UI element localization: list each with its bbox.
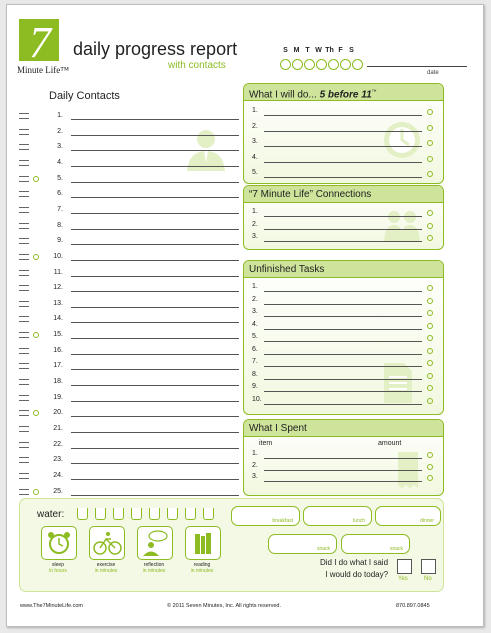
contact-entry-line[interactable] [71, 119, 239, 120]
row-number: 1. [252, 208, 258, 215]
check-dash [19, 207, 29, 208]
contact-entry-line[interactable] [71, 166, 239, 167]
contact-entry-line[interactable] [71, 276, 239, 277]
contact-row[interactable] [19, 313, 233, 325]
milestone-dot [33, 489, 39, 495]
lunch-field[interactable]: lunch [303, 506, 372, 526]
day-circle[interactable] [328, 59, 339, 70]
entry-line[interactable] [264, 291, 422, 292]
check-dash [19, 270, 29, 271]
day-circle[interactable] [280, 59, 291, 70]
books-icon [186, 527, 220, 559]
done-circle[interactable] [427, 235, 433, 241]
unfinished-tasks-title: Unfinished Tasks [244, 261, 443, 278]
check-dash [19, 462, 29, 463]
footer-copyright: © 2011 Seven Minutes, Inc. All rights reserved. [167, 603, 282, 609]
check-dash [19, 415, 29, 416]
done-circle[interactable] [427, 285, 433, 291]
task-row[interactable] [252, 332, 437, 344]
spent-row[interactable] [252, 449, 437, 461]
check-dash [19, 191, 29, 192]
check-dash [19, 290, 29, 291]
contact-row[interactable] [19, 345, 233, 357]
row-number: 3. [252, 473, 258, 480]
row-number: 11. [53, 268, 63, 276]
breakfast-field[interactable]: breakfast [231, 506, 300, 526]
alarm-clock-icon [42, 527, 76, 559]
contact-entry-line[interactable] [71, 479, 239, 480]
entry-line[interactable] [264, 354, 422, 355]
check-dash [19, 165, 29, 166]
meditation-icon [138, 527, 172, 559]
row-number: 18. [53, 378, 63, 386]
check-dash [19, 196, 29, 197]
check-dash [19, 238, 29, 239]
entry-line[interactable] [264, 341, 422, 342]
footer-phone: 870.897.0845 [396, 603, 430, 609]
daily-question: Did I do what I said I would do today? [320, 558, 389, 579]
done-circle[interactable] [427, 373, 433, 379]
water-cup-icon[interactable] [203, 508, 214, 520]
contact-entry-line[interactable] [71, 416, 239, 417]
done-circle[interactable] [427, 310, 433, 316]
row-number: 13. [53, 299, 63, 307]
contact-row[interactable] [19, 423, 233, 435]
check-dash [19, 337, 29, 338]
connection-row[interactable] [252, 207, 437, 219]
contact-entry-line[interactable] [71, 213, 239, 214]
milestone-dot [33, 176, 39, 182]
check-dash [19, 118, 29, 119]
contact-row[interactable] [19, 157, 233, 169]
row-number: 3. [252, 138, 258, 145]
check-dash [19, 395, 29, 396]
page-title: daily progress report [73, 39, 238, 59]
five-before-row[interactable] [252, 137, 437, 149]
check-dash [19, 384, 29, 385]
yes-label: Yes [398, 576, 408, 582]
day-tue: T [305, 47, 310, 54]
contact-row[interactable] [19, 110, 233, 122]
day-sat: S [349, 47, 354, 54]
row-number: 20. [53, 409, 63, 417]
contact-row[interactable] [19, 204, 233, 216]
contact-entry-line[interactable] [71, 150, 239, 151]
row-number: 7. [252, 358, 258, 365]
task-row[interactable] [252, 357, 437, 369]
check-dash [19, 447, 29, 448]
five-before-row[interactable] [252, 106, 437, 118]
row-number: 10. [53, 252, 63, 260]
check-dash [19, 489, 29, 490]
contact-entry-line[interactable] [71, 385, 239, 386]
date-label: date [427, 70, 439, 76]
entry-line[interactable] [264, 379, 422, 380]
entry-line[interactable] [264, 162, 422, 163]
task-row[interactable] [252, 395, 437, 407]
day-circle[interactable] [292, 59, 303, 70]
check-dash [19, 316, 29, 317]
entry-line[interactable] [264, 470, 422, 471]
check-dash [19, 129, 29, 130]
row-number: 2. [252, 461, 258, 469]
date-field[interactable] [367, 66, 467, 67]
contact-entry-line[interactable] [71, 135, 239, 136]
entry-line[interactable] [264, 229, 422, 230]
water-cup-icon[interactable] [167, 508, 178, 520]
done-circle[interactable] [427, 335, 433, 341]
day-thu: Th [325, 47, 334, 54]
check-dash [19, 426, 29, 427]
check-dash [19, 321, 29, 322]
check-dash [19, 243, 29, 244]
contact-row[interactable] [19, 470, 233, 482]
day-circle[interactable] [304, 59, 315, 70]
contact-entry-line[interactable] [71, 291, 239, 292]
no-label: No [424, 576, 432, 582]
row-number: 5. [252, 333, 258, 340]
day-circle[interactable] [340, 59, 351, 70]
row-number: 23. [53, 456, 63, 464]
water-cup-icon[interactable] [95, 508, 106, 520]
row-number: 16. [53, 346, 63, 354]
amount-column-header: amount [378, 440, 402, 447]
row-number: 8. [252, 370, 258, 378]
footer-website: www.The7MinuteLife.com [20, 603, 83, 609]
contacts-title: Daily Contacts [49, 90, 120, 102]
contact-row[interactable] [19, 298, 233, 310]
contact-row[interactable] [19, 267, 233, 279]
weekday-letters [280, 47, 357, 54]
contact-entry-line[interactable] [71, 307, 239, 308]
contact-entry-line[interactable] [71, 369, 239, 370]
water-cup-icon[interactable] [185, 508, 196, 520]
check-dash [19, 285, 29, 286]
reflection-label: reflection in minutes [142, 562, 166, 574]
entry-line[interactable] [264, 404, 422, 405]
done-circle[interactable] [427, 109, 433, 115]
contact-entry-line[interactable] [71, 495, 239, 496]
contact-row[interactable] [19, 486, 233, 498]
dinner-field[interactable]: dinner [375, 506, 441, 526]
check-dash [19, 368, 29, 369]
check-dash [19, 494, 29, 495]
row-number: 5. [57, 174, 63, 182]
contact-row[interactable] [19, 376, 233, 388]
check-dash [19, 228, 29, 229]
entry-line[interactable] [264, 216, 422, 217]
milestone-dot [33, 332, 39, 338]
water-cup-icon[interactable] [131, 508, 142, 520]
milestone-dot [33, 254, 39, 260]
no-checkbox[interactable] [421, 559, 436, 574]
progress-report-page [6, 4, 484, 627]
row-number: 19. [53, 393, 63, 401]
check-dash [19, 176, 29, 177]
done-circle[interactable] [427, 464, 433, 470]
check-dash [19, 332, 29, 333]
water-cup-icon[interactable] [113, 508, 124, 520]
day-sun: S [283, 47, 288, 54]
entry-line[interactable] [264, 304, 422, 305]
contact-entry-line[interactable] [71, 244, 239, 245]
row-number: 4. [252, 320, 258, 328]
five-before-row[interactable] [252, 168, 437, 180]
done-circle[interactable] [427, 475, 433, 481]
check-dash [19, 400, 29, 401]
row-number: 9. [57, 237, 63, 245]
row-number: 3. [252, 233, 258, 240]
contact-entry-line[interactable] [71, 260, 239, 261]
task-row[interactable] [252, 370, 437, 382]
row-number: 12. [53, 284, 63, 292]
water-cup-icon[interactable] [149, 508, 160, 520]
contact-entry-line[interactable] [71, 463, 239, 464]
bicycle-icon [90, 527, 124, 559]
row-number: 3. [57, 143, 63, 151]
connections-panel [243, 185, 444, 250]
contact-entry-line[interactable] [71, 338, 239, 339]
check-dash [19, 223, 29, 224]
check-dash [19, 181, 29, 182]
row-number: 17. [53, 362, 63, 370]
day-circle[interactable] [316, 59, 327, 70]
check-dash [19, 306, 29, 307]
done-circle[interactable] [427, 156, 433, 162]
entry-line[interactable] [264, 481, 422, 482]
row-number: 8. [57, 221, 63, 229]
row-number: 2. [57, 127, 63, 135]
row-number: 22. [53, 440, 63, 448]
contact-row[interactable] [19, 173, 233, 185]
check-dash [19, 113, 29, 114]
done-circle[interactable] [427, 348, 433, 354]
check-dash [19, 149, 29, 150]
day-wed: W [315, 47, 322, 54]
done-circle[interactable] [427, 398, 433, 404]
five-before-eleven-title: What I will do... 5 before 11™ [244, 84, 443, 101]
spent-row[interactable] [252, 472, 437, 484]
check-dash [19, 442, 29, 443]
contact-row[interactable] [19, 360, 233, 372]
reading-box[interactable] [185, 526, 221, 560]
sleep-label: sleep in hours [49, 562, 67, 574]
contact-row[interactable] [19, 439, 233, 451]
check-dash [19, 379, 29, 380]
exercise-box[interactable] [89, 526, 125, 560]
connections-title: “7 Minute Life” Connections [244, 186, 443, 203]
done-circle[interactable] [427, 140, 433, 146]
done-circle[interactable] [427, 385, 433, 391]
connection-row[interactable] [252, 232, 437, 244]
milestone-dot [33, 410, 39, 416]
check-dash [19, 275, 29, 276]
check-dash [19, 457, 29, 458]
check-dash [19, 363, 29, 364]
yes-checkbox[interactable] [397, 559, 412, 574]
snack-field-2[interactable]: snack [341, 534, 410, 554]
row-number: 1. [252, 107, 258, 114]
day-fri: F [338, 47, 343, 54]
contact-entry-line[interactable] [71, 401, 239, 402]
five-before-row[interactable] [252, 153, 437, 165]
day-mon: M [293, 47, 300, 54]
daily-tracker [19, 498, 444, 592]
contact-row[interactable] [19, 220, 233, 232]
contact-row[interactable] [19, 235, 233, 247]
logo [19, 18, 59, 67]
task-row[interactable] [252, 282, 437, 294]
row-number: 25. [53, 487, 63, 495]
entry-line[interactable] [264, 177, 422, 178]
check-dash [19, 212, 29, 213]
row-number: 10. [252, 395, 262, 403]
done-circle[interactable] [427, 360, 433, 366]
five-before-row[interactable] [252, 122, 437, 134]
check-dash [19, 259, 29, 260]
logo-text: Minute Life™ [17, 65, 70, 75]
done-circle[interactable] [427, 323, 433, 329]
sleep-box[interactable] [41, 526, 77, 560]
contact-entry-line[interactable] [71, 322, 239, 323]
row-number: 5. [252, 169, 258, 176]
contact-row[interactable] [19, 392, 233, 404]
row-number: 6. [252, 345, 258, 353]
contact-entry-line[interactable] [71, 432, 239, 433]
done-circle[interactable] [427, 298, 433, 304]
row-number: 3. [252, 308, 258, 315]
entry-line[interactable] [264, 115, 422, 116]
check-dash [19, 144, 29, 145]
contact-entry-line[interactable] [71, 197, 239, 198]
contact-row[interactable] [19, 126, 233, 138]
row-number: 1. [57, 112, 63, 119]
contact-entry-line[interactable] [71, 229, 239, 230]
task-row[interactable] [252, 295, 437, 307]
contact-row[interactable] [19, 407, 233, 419]
snack-field-1[interactable]: snack [268, 534, 337, 554]
done-circle[interactable] [427, 125, 433, 131]
contact-row[interactable] [19, 188, 233, 200]
check-dash [19, 410, 29, 411]
row-number: 1. [252, 450, 258, 457]
task-row[interactable] [252, 345, 437, 357]
water-label: water: [37, 509, 65, 520]
row-number: 9. [252, 383, 258, 390]
contact-row[interactable] [19, 282, 233, 294]
connection-row[interactable] [252, 220, 437, 232]
done-circle[interactable] [427, 171, 433, 177]
row-number: 6. [57, 190, 63, 198]
contact-row[interactable] [19, 141, 233, 153]
spending-title: What I Spent [244, 420, 443, 437]
task-row[interactable] [252, 320, 437, 332]
check-dash [19, 431, 29, 432]
reading-label: reading in minutes [190, 562, 214, 574]
spending-panel [243, 419, 444, 496]
entry-line[interactable] [264, 146, 422, 147]
check-dash [19, 478, 29, 479]
row-number: 2. [252, 295, 258, 303]
reflection-box[interactable] [137, 526, 173, 560]
contact-entry-line[interactable] [71, 448, 239, 449]
exercise-label: exercise in minutes [94, 562, 118, 574]
done-circle[interactable] [427, 210, 433, 216]
entry-line[interactable] [264, 241, 422, 242]
check-dash [19, 353, 29, 354]
contact-row[interactable] [19, 329, 233, 341]
row-number: 24. [53, 471, 63, 479]
check-dash [19, 473, 29, 474]
row-number: 4. [57, 158, 63, 166]
row-number: 15. [53, 331, 63, 339]
logo-numeral: 7 [29, 18, 51, 67]
entry-line[interactable] [264, 316, 422, 317]
check-dash [19, 160, 29, 161]
check-dash [19, 254, 29, 255]
row-number: 1. [252, 283, 258, 290]
entry-line[interactable] [264, 329, 422, 330]
done-circle[interactable] [427, 223, 433, 229]
spent-row[interactable] [252, 461, 437, 473]
check-dash [19, 134, 29, 135]
item-column-header: item [259, 440, 273, 447]
weekday-checkboxes [280, 57, 364, 75]
entry-line[interactable] [264, 391, 422, 392]
done-circle[interactable] [427, 452, 433, 458]
contact-row[interactable] [19, 454, 233, 466]
entry-line[interactable] [264, 366, 422, 367]
task-row[interactable] [252, 307, 437, 319]
unfinished-tasks-panel [243, 260, 444, 415]
row-number: 4. [252, 153, 258, 161]
check-dash [19, 348, 29, 349]
row-number: 21. [53, 425, 63, 432]
row-number: 2. [252, 220, 258, 228]
row-number: 2. [252, 122, 258, 130]
row-number: 7. [57, 205, 63, 213]
entry-line[interactable] [264, 131, 422, 132]
contact-entry-line[interactable] [71, 354, 239, 355]
five-before-eleven-panel [243, 83, 444, 184]
task-row[interactable] [252, 382, 437, 394]
check-dash [19, 301, 29, 302]
contact-row[interactable] [19, 251, 233, 263]
day-circle[interactable] [352, 59, 363, 70]
page-subtitle: with contacts [168, 60, 226, 71]
row-number: 14. [53, 315, 63, 323]
entry-line[interactable] [264, 458, 422, 459]
water-cup-icon[interactable] [77, 508, 88, 520]
contact-entry-line[interactable] [71, 182, 239, 183]
